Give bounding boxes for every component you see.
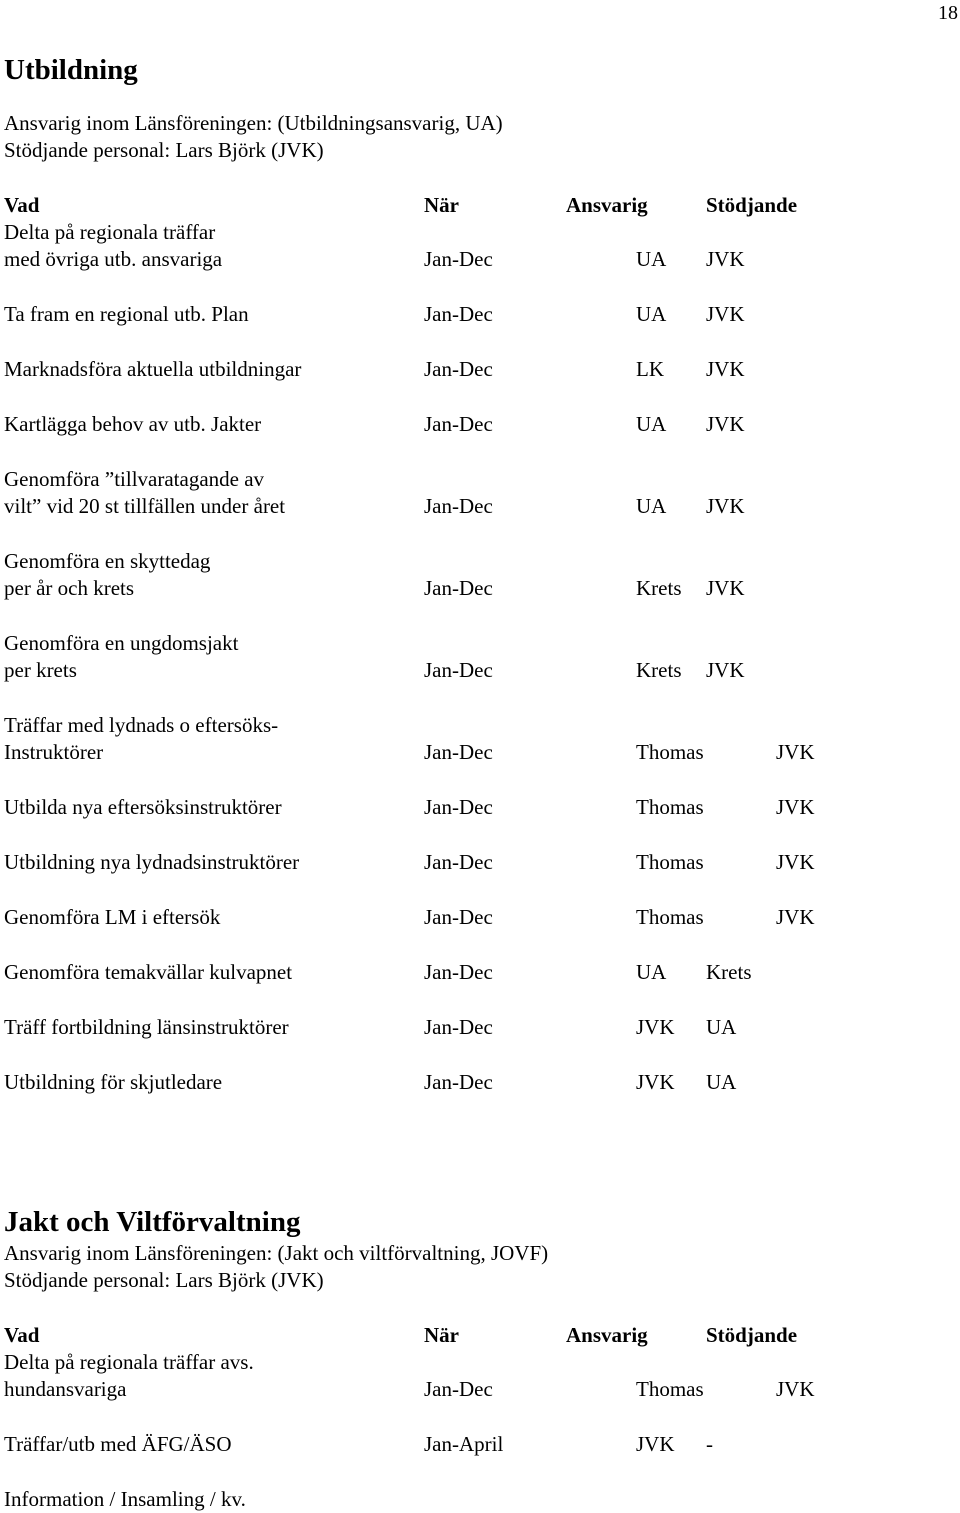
cell-support: JVK [776, 850, 815, 874]
cell-what: Delta på regionala träffar avs. hundansvariga [4, 1350, 254, 1401]
cell-responsible: UA [636, 412, 667, 436]
cell-when: Jan-Dec [424, 658, 493, 682]
cell-what: Genomföra ”tillvaratagande av vilt” vid 20 st tillfällen under året [4, 467, 286, 518]
cell-what: Utbilda nya eftersöksinstruktörer [4, 795, 282, 819]
cell-responsible: UA [636, 960, 667, 984]
cell-what: Delta på regionala träffar med övriga utb. ansvariga [4, 220, 223, 271]
cell-support: JVK [776, 795, 815, 819]
cell-support: JVK [706, 494, 745, 518]
table-row [4, 712, 954, 766]
table-row [4, 959, 954, 986]
table-row [4, 794, 954, 821]
header-when: När [424, 1323, 459, 1347]
table-row [4, 356, 954, 383]
cell-when: Jan-Dec [424, 247, 493, 271]
activity-table [4, 219, 954, 1096]
header-what: Vad [4, 193, 40, 217]
cell-what: Marknadsföra aktuella utbildningar [4, 357, 302, 381]
cell-support: UA [706, 1015, 737, 1039]
cell-responsible: Thomas [636, 740, 704, 764]
cell-support: JVK [706, 576, 745, 600]
cell-when: Jan-Dec [424, 302, 493, 326]
cell-responsible: LK [636, 357, 664, 381]
cell-responsible: Thomas [636, 850, 704, 874]
section-jakt-och-viltforvaltning [4, 1204, 954, 1513]
cell-responsible: JVK [636, 1015, 675, 1039]
cell-responsible: Thomas [636, 1377, 704, 1401]
header-support: Stödjande [706, 1323, 798, 1347]
cell-support: JVK [706, 302, 745, 326]
table-row [4, 1069, 954, 1096]
cell-what: Träffar/utb med ÄFG/ÄSO [4, 1432, 232, 1456]
table-header [4, 192, 954, 219]
table-row [4, 1486, 954, 1513]
cell-responsible: UA [636, 302, 667, 326]
cell-when: Jan-Dec [424, 850, 493, 874]
table-row [4, 1431, 954, 1458]
cell-what: Genomföra LM i eftersök [4, 905, 221, 929]
responsible-line: Ansvarig inom Länsföreningen: (Utbildningsansvarig, UA) [4, 111, 503, 135]
cell-when: Jan-Dec [424, 357, 493, 381]
cell-responsible: Krets [636, 576, 682, 600]
cell-when: Jan-Dec [424, 494, 493, 518]
table-header [4, 1322, 954, 1349]
cell-support: JVK [776, 1377, 815, 1401]
cell-when: Jan-April [424, 1432, 504, 1456]
table-row [4, 1349, 954, 1403]
cell-what: Information / Insamling / kv. [4, 1487, 246, 1511]
cell-when: Jan-Dec [424, 1070, 493, 1094]
cell-what: Kartlägga behov av utb. Jakter [4, 412, 262, 436]
cell-what: Genomföra temakvällar kulvapnet [4, 960, 293, 984]
support-line: Stödjande personal: Lars Björk (JVK) [4, 1268, 324, 1292]
cell-support: JVK [706, 357, 745, 381]
header-when: När [424, 193, 459, 217]
cell-responsible: Thomas [636, 795, 704, 819]
cell-what: Genomföra en skyttedag per år och krets [4, 549, 211, 600]
header-support: Stödjande [706, 193, 798, 217]
table-row [4, 219, 954, 273]
cell-support: JVK [776, 905, 815, 929]
section-utbildning [4, 52, 954, 1096]
cell-when: Jan-Dec [424, 1377, 493, 1401]
cell-responsible: Krets [636, 658, 682, 682]
cell-when: Jan-Dec [424, 960, 493, 984]
table-row [4, 411, 954, 438]
cell-when: Jan-Dec [424, 1015, 493, 1039]
cell-support: JVK [706, 658, 745, 682]
header-what: Vad [4, 1323, 40, 1347]
table-row [4, 904, 954, 931]
cell-what: Genomföra en ungdomsjakt per krets [4, 631, 239, 682]
cell-when: Jan-Dec [424, 905, 493, 929]
cell-what: Träffar med lydnads o eftersöks- Instruktörer [4, 713, 279, 764]
table-row [4, 630, 954, 684]
cell-when: Jan-Dec [424, 740, 493, 764]
cell-support: - [706, 1432, 713, 1456]
header-responsible: Ansvarig [566, 193, 648, 217]
cell-support: UA [706, 1070, 737, 1094]
cell-when: Jan-Dec [424, 576, 493, 600]
cell-responsible: JVK [636, 1432, 675, 1456]
cell-what: Utbildning nya lydnadsinstruktörer [4, 850, 300, 874]
support-line: Stödjande personal: Lars Björk (JVK) [4, 138, 324, 162]
cell-when: Jan-Dec [424, 795, 493, 819]
cell-what: Ta fram en regional utb. Plan [4, 302, 249, 326]
responsible-line: Ansvarig inom Länsföreningen: (Jakt och viltförvaltning, JOVF) [4, 1241, 549, 1265]
cell-responsible: Thomas [636, 905, 704, 929]
table-row [4, 466, 954, 520]
cell-responsible: UA [636, 247, 667, 271]
cell-support: JVK [776, 740, 815, 764]
cell-support: Krets [706, 960, 752, 984]
activity-table [4, 1349, 954, 1513]
table-row [4, 849, 954, 876]
table-row [4, 301, 954, 328]
cell-when: Jan-Dec [424, 412, 493, 436]
section-title: Jakt och Viltförvaltning [4, 1206, 301, 1238]
cell-support: JVK [706, 247, 745, 271]
table-row [4, 548, 954, 602]
cell-responsible: UA [636, 494, 667, 518]
cell-responsible: JVK [636, 1070, 675, 1094]
cell-what: Utbildning för skjutledare [4, 1070, 223, 1094]
section-title: Utbildning [4, 54, 138, 86]
header-responsible: Ansvarig [566, 1323, 648, 1347]
table-row [4, 1014, 954, 1041]
cell-support: JVK [706, 412, 745, 436]
page-number: 18 [938, 2, 958, 24]
cell-what: Träff fortbildning länsinstruktörer [4, 1015, 289, 1039]
